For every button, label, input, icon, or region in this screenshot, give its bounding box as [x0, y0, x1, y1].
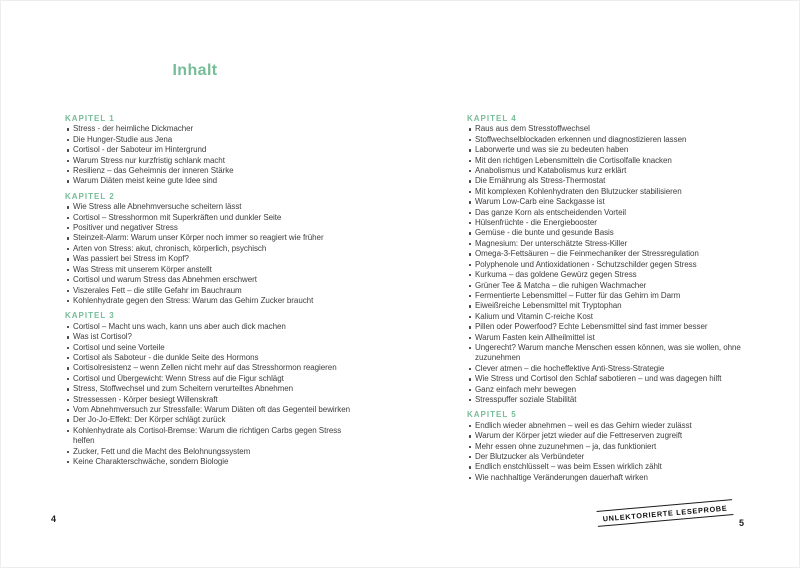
toc-item: Stresspuffer soziale Stabilität: [467, 395, 761, 405]
toc-item: Ungerecht? Warum manche Menschen essen können, was sie wollen, ohne zuzunehmen: [467, 343, 761, 364]
toc-item: Kohlenhydrate gegen den Stress: Warum das Gehirn Zucker braucht: [65, 296, 351, 306]
toc-column-right: [467, 114, 761, 488]
chapter: [467, 114, 761, 405]
page-number-left: 4: [51, 514, 57, 524]
toc-item: Polyphenole und Antioxidationen - Schutzschilder gegen Stress: [467, 260, 761, 270]
chapter-label: KAPITEL 2: [65, 191, 115, 201]
toc-item: Das ganze Korn als entscheidenden Vorteil: [467, 208, 761, 218]
chapter-label: KAPITEL 4: [467, 114, 517, 123]
toc-item: Warum Stress nur kurzfristig schlank macht: [65, 156, 351, 166]
toc-item: Viszerales Fett – die stille Gefahr im Bauchraum: [65, 286, 351, 296]
toc-item: Die Ernährung als Stress-Thermostat: [467, 176, 761, 186]
toc-item: Stressessen - Körper besiegt Willenskraft: [65, 395, 351, 405]
toc-item: Keine Charakterschwäche, sondern Biologie: [65, 457, 351, 467]
toc-item: Cortisol – Stresshormon mit Superkräften und dunkler Seite: [65, 213, 351, 223]
toc-item: Cortisol als Saboteur - die dunkle Seite des Hormons: [65, 353, 351, 363]
toc-item: Kohlenhydrate als Cortisol-Bremse: Warum die richtigen Carbs gegen Stress helfen: [65, 426, 351, 447]
toc-item: Die Hunger-Studie aus Jena: [65, 135, 351, 145]
toc-item: Magnesium: Der unterschätzte Stress-Killer: [467, 239, 761, 249]
chapter-item-list: [467, 124, 761, 405]
toc-item: Cortisol und warum Stress das Abnehmen erschwert: [65, 275, 351, 285]
leseprobe-stamp: UNLEKTORIERTE LESEPROBE: [597, 499, 734, 527]
toc-item: Anabolismus und Katabolismus kurz erklärt: [467, 166, 761, 176]
toc-item: Vom Abnehmversuch zur Stressfalle: Warum Diäten oft das Gegenteil bewirken: [65, 405, 351, 415]
toc-item: Mehr essen ohne zuzunehmen – ja, das funktioniert: [467, 442, 761, 452]
toc-item: Cortisolresistenz – wenn Zellen nicht mehr auf das Stresshormon reagieren: [65, 363, 351, 373]
toc-item: Endlich enstchlüsselt – was beim Essen wirklich zählt: [467, 462, 761, 472]
toc-item: Omega-3-Fettsäuren – die Feinmechaniker der Stressregulation: [467, 249, 761, 259]
chapter: [65, 192, 351, 306]
chapter-label: KAPITEL 1: [65, 114, 115, 123]
toc-item: Kalium und Vitamin C-reiche Kost: [467, 312, 761, 322]
toc-item: Steinzeit-Alarm: Warum unser Körper noch immer so reagiert wie früher: [65, 233, 351, 243]
toc-item: Positiver und negativer Stress: [65, 223, 351, 233]
chapter-label: KAPITEL 5: [467, 410, 517, 420]
toc-item: Stress, Stoffwechsel und zum Scheitern verurteiltes Abnehmen: [65, 384, 351, 394]
toc-item: Was Stress mit unserem Körper anstellt: [65, 265, 351, 275]
page-title: Inhalt: [172, 62, 218, 79]
toc-item: Wie nachhaltige Veränderungen dauerhaft wirken: [467, 473, 761, 483]
toc-item: Clever atmen – die hocheffektive Anti-Stress-Strategie: [467, 364, 761, 374]
toc-item: Gemüse - die bunte und gesunde Basis: [467, 228, 761, 238]
toc-item: Laborwerte und was sie zu bedeuten haben: [467, 145, 761, 155]
chapter-label: KAPITEL 3: [65, 311, 115, 321]
toc-item: Cortisol – Macht uns wach, kann uns aber auch dick machen: [65, 322, 351, 332]
toc-item: Warum der Körper jetzt wieder auf die Fettreserven zugreift: [467, 431, 761, 441]
toc-column-left: [65, 114, 351, 472]
toc-item: Was ist Cortisol?: [65, 332, 351, 342]
toc-item: Hülsenfrüchte - die Energiebooster: [467, 218, 761, 228]
toc-item: Stoffwechselblockaden erkennen und diagnostizieren lassen: [467, 135, 761, 145]
toc-item: Ganz einfach mehr bewegen: [467, 385, 761, 395]
toc-item: Cortisol - der Saboteur im Hintergrund: [65, 145, 351, 155]
toc-item: Was passiert bei Stress im Kopf?: [65, 254, 351, 264]
toc-item: Stress - der heimliche Dickmacher: [65, 124, 351, 134]
toc-item: Warum Fasten kein Allheilmittel ist: [467, 333, 761, 343]
chapter-item-list: [65, 202, 351, 306]
toc-item: Wie Stress und Cortisol den Schlaf sabotieren – und was dagegen hilft: [467, 374, 761, 384]
toc-item: Resilienz – das Geheimnis der inneren Stärke: [65, 166, 351, 176]
chapter-item-list: [65, 322, 351, 468]
toc-item: Warum Low-Carb eine Sackgasse ist: [467, 197, 761, 207]
toc-item: Warum Diäten meist keine gute Idee sind: [65, 176, 351, 186]
chapter-item-list: [65, 124, 351, 186]
toc-item: Zucker, Fett und die Macht des Belohnungssystem: [65, 447, 351, 457]
page-number-right: 5: [739, 518, 745, 528]
toc-item: Arten von Stress: akut, chronisch, körperlich, psychisch: [65, 244, 351, 254]
toc-item: Endlich wieder abnehmen – weil es das Gehirn wieder zulässt: [467, 421, 761, 431]
toc-item: Wie Stress alle Abnehmversuche scheitern lässt: [65, 202, 351, 212]
toc-item: Fermentierte Lebensmittel – Futter für das Gehirn im Darm: [467, 291, 761, 301]
toc-item: Mit komplexen Kohlenhydraten den Blutzucker stabilisieren: [467, 187, 761, 197]
toc-item: Der Blutzucker als Verbündeter: [467, 452, 761, 462]
chapter: [65, 311, 351, 467]
chapter: [65, 114, 351, 187]
toc-item: Eiweißreiche Lebensmittel mit Tryptophan: [467, 301, 761, 311]
toc-item: Grüner Tee & Matcha – die ruhigen Wachmacher: [467, 281, 761, 291]
toc-item: Der Jo-Jo-Effekt: Der Körper schlägt zurück: [65, 415, 351, 425]
toc-item: Mit den richtigen Lebensmitteln die Cortisolfalle knacken: [467, 156, 761, 166]
chapter-item-list: [467, 421, 761, 483]
toc-item: Cortisol und Übergewicht: Wenn Stress auf die Figur schlägt: [65, 374, 351, 384]
toc-item: Kurkuma – das goldene Gewürz gegen Stress: [467, 270, 761, 280]
chapter: [467, 410, 761, 483]
toc-item: Cortisol und seine Vorteile: [65, 343, 351, 353]
toc-item: Pillen oder Powerfood? Echte Lebensmittel sind fast immer besser: [467, 322, 761, 332]
toc-item: Raus aus dem Stresstoffwechsel: [467, 124, 761, 134]
